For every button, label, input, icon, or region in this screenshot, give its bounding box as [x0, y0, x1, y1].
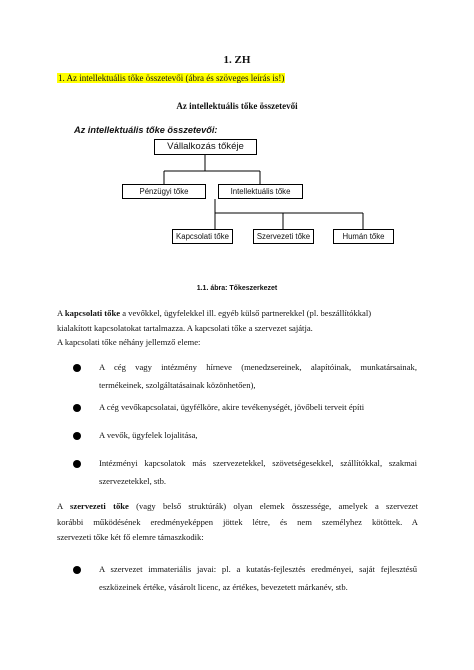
para1-line1: A kapcsolati tőke a vevőkkel, ügyfelekkel ill. egyéb külső partnerekkel (pl. beszállítókkal): [57, 308, 372, 318]
list-item: A vevők, ügyfelek lojalitása,: [99, 430, 198, 440]
list-item: A cég vagy intézmény hírneve (menedzsereinek, alapítóinak, munkatársainak, termékeinek, szolgáltatásainak közönhetően),: [99, 362, 417, 390]
node-financial-capital: Pénzügyi tőke: [122, 184, 206, 199]
node-intellectual-capital: Intellektuális tőke: [218, 184, 303, 199]
node-organizational-capital: Szervezeti tőke: [253, 229, 314, 244]
bullet-dot: [73, 432, 81, 440]
para2-line3: szervezeti tőke két fő elemre támaszkodik:: [57, 532, 204, 542]
list-item: A szervezet immateriális javai: pl. a kutatás-fejlesztés eredményei, saját fejlesztésű eszközeinek értéke, vásárolt licenc, az értékes, bevezetett márkanév, stb.: [99, 564, 417, 592]
para1-line3: A kapcsolati tőke néhány jellemző eleme:: [57, 337, 201, 347]
bullet-dot: [73, 404, 81, 412]
page-heading: 1. ZH: [223, 54, 251, 66]
diagram-title: Az intellektuális tőke összetevői:: [74, 125, 218, 135]
para2-line2: korábbi működésének eredményeképpen jöttek létre, és nem személyhez kötöttek. A: [57, 517, 418, 527]
section-title: Az intellektuális tőke összetevői: [176, 101, 298, 111]
highlighted-question: 1. Az intellektuális tőke összetevői (ábra és szöveges leírás is!): [58, 73, 285, 83]
node-human-capital: Humán tőke: [333, 229, 394, 244]
figure-caption: 1.1. ábra: Tőkeszerkezet: [196, 285, 278, 292]
list-item: A cég vevőkapcsolatai, ügyfélköre, akire tevékenységét, jövőbeli terveit építi: [99, 402, 365, 412]
bullet-dot: [73, 364, 81, 372]
para1-line2: kialakított kapcsolatokat tartalmazza. A kapcsolati tőke a szervezet sajátja.: [57, 323, 313, 333]
list-item: Intézményi kapcsolatok más szervezetekkel, szövetségesekkel, szállítókkal, szakmai szervezetekkel, stb.: [99, 458, 417, 486]
bullet-dot: [73, 566, 81, 574]
capital-structure-diagram: [0, 118, 474, 258]
term-relational-capital: kapcsolati tőke: [64, 308, 121, 318]
para2-line1: A szervezeti tőke (vagy belső struktúrák) olyan elemek összessége, amelyek a szervezet: [57, 501, 419, 511]
node-relational-capital: Kapcsolati tőke: [172, 229, 233, 244]
node-company-capital: Vállalkozás tőkéje: [154, 139, 257, 155]
bullet-dot: [73, 460, 81, 468]
term-organizational-capital: szervezeti tőke: [70, 501, 129, 511]
